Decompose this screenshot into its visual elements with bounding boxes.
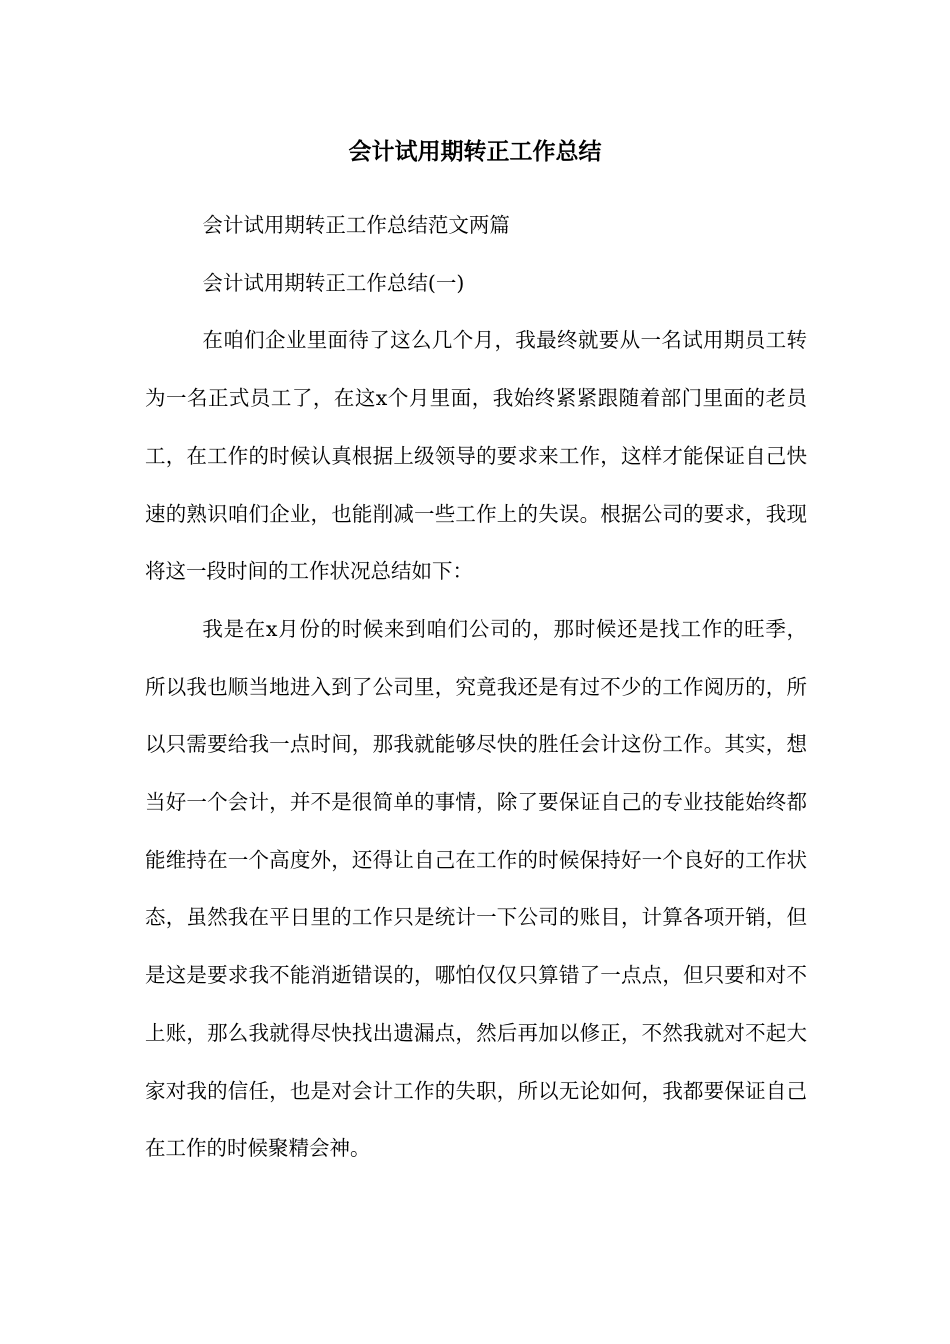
section-heading: 会计试用期转正工作总结(一) [202,270,465,295]
subtitle-paragraph: 会计试用期转正工作总结范文两篇 [202,213,510,237]
body-paragraph: 我是在x月份的时候来到咱们公司的，那时候还是找工作的旺季，所以我也顺当地进入到了公司里，究竟我还是有过不少的工作阅历的，所以只需要给我一点时间，那我就能够尽快的胜任会计这份工作。其实，想当好一个会计，并不是很简单的事情，除了要保证自己的专业技能始终都能维持在一个高度外，还得让自己在工作的时候保持好一个良好的工作状态，虽然我在平日里的工作只是统计一下公司的账目，计算各项开销，但是这是要求我不能消逝错误的，哪怕仅仅只算错了一点点，但只要和对不上账，那么我就得尽快找出遗漏点，然后再加以修正，不然我就对不起大家对我的信任，也是对会计工作的失职，所以无论如何，我都要保证自己在工作的时候聚精会神。 [145,616,807,1161]
body-paragraph: 在咱们企业里面待了这么几个月，我最终就要从一名试用期员工转为一名正式员工了，在这x个月里面，我始终紧紧跟随着部门里面的老员工，在工作的时候认真根据上级领导的要求来工作，这样才能保证自己快速的熟识咱们企业，也能削减一些工作上的失误。根据公司的要求，我现将这一段时间的工作状况总结如下： [145,328,807,584]
document-body [145,197,807,1178]
document-title: 会计试用期转正工作总结 [348,139,602,165]
